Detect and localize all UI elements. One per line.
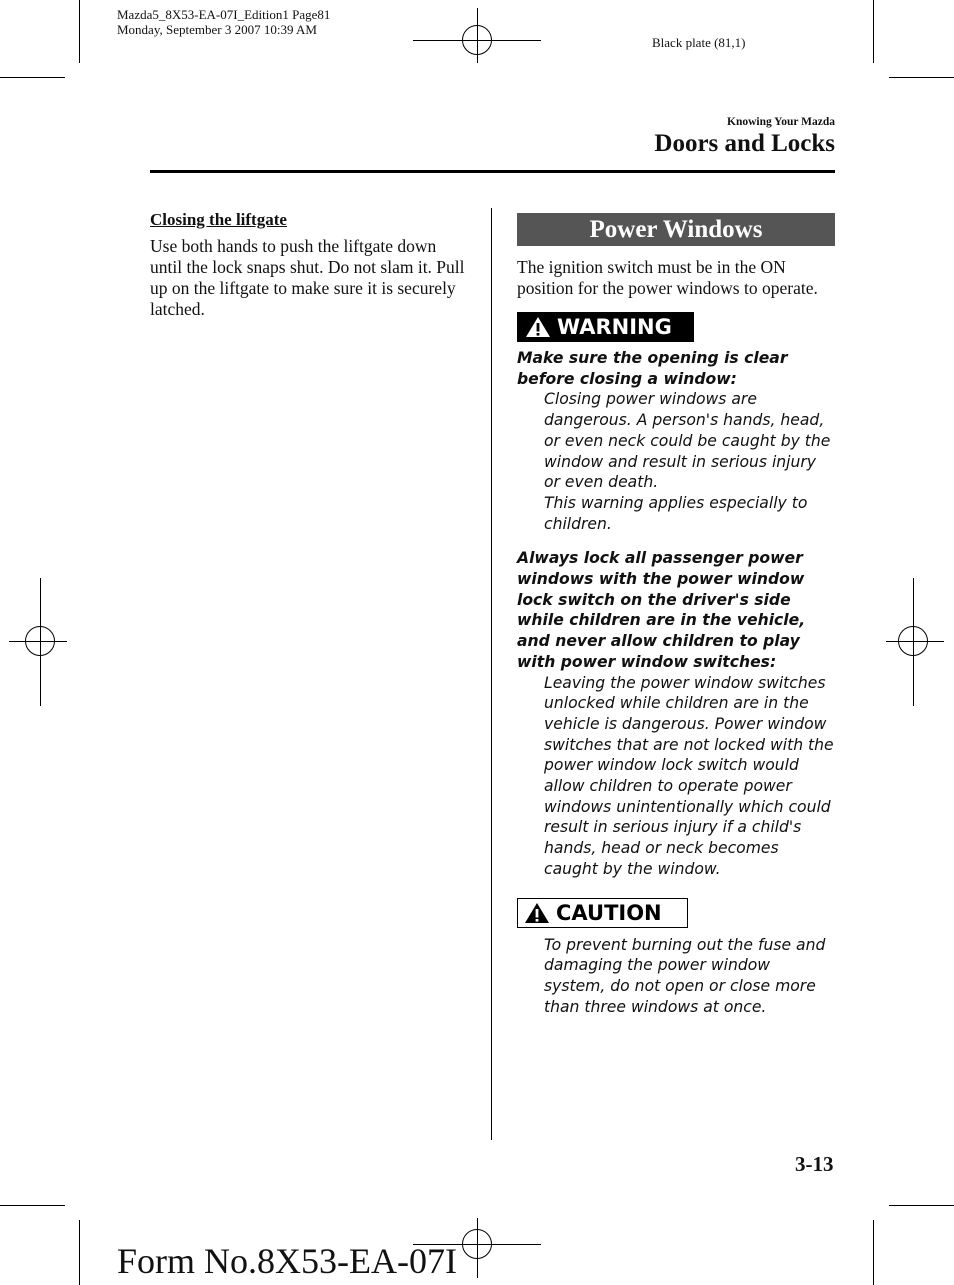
caution-label: CAUTION (556, 900, 662, 925)
caution-body: To prevent burning out the fuse and damaging the power window system, do not open or close more than three windows at once. (544, 935, 826, 1016)
crop-mark (79, 1220, 80, 1285)
crop-mark (0, 1205, 65, 1206)
page-title: Doors and Locks (654, 130, 835, 157)
warning1-body: Closing power windows are dangerous. A person's hands, head, or even neck could be caught by the window and result in serious injury or even death. (544, 390, 831, 492)
left-column (150, 210, 470, 320)
warning1-note: This warning applies especially to children. (544, 493, 808, 533)
registration-mark (462, 1229, 492, 1259)
caution-triangle-icon (524, 902, 550, 924)
warning-text (517, 348, 835, 880)
page-number: 3-13 (795, 1152, 834, 1176)
liftgate-body: Use both hands to push the liftgate down until the lock snaps shut. Do not slam it. Pull up on the liftgate to make sure it is securely latched. (150, 236, 465, 319)
power-windows-banner: Power Windows (517, 213, 835, 246)
form-number: Form No.8X53-EA-07I (117, 1241, 457, 1281)
registration-mark (25, 626, 55, 656)
column-divider (491, 208, 492, 1140)
liftgate-heading: Closing the liftgate (150, 210, 287, 229)
warning-label: WARNING (557, 315, 672, 339)
caution-text (517, 935, 835, 1018)
warning2-heading: Always lock all passenger power windows with the power window lock switch on the driver's side while children are in the vehicle, and never allow children to play with power window switches: (517, 549, 806, 671)
registration-mark (462, 25, 492, 55)
power-windows-intro: The ignition switch must be in the ON position for the power windows to operate. (517, 257, 818, 298)
file-info-line1: Mazda5_8X53-EA-07I_Edition1 Page81 (117, 7, 331, 22)
crop-mark (79, 0, 80, 63)
crop-mark (0, 77, 65, 78)
file-info (117, 7, 330, 37)
crop-mark (873, 0, 874, 63)
header-rule (150, 170, 835, 173)
warning1-heading: Make sure the opening is clear before closing a window: (517, 349, 788, 388)
section-label: Knowing Your Mazda (727, 116, 835, 128)
file-info-line2: Monday, September 3 2007 10:39 AM (117, 22, 317, 37)
crop-mark (889, 77, 954, 78)
warning-badge (517, 312, 694, 342)
caution-badge (517, 898, 688, 928)
plate-label: Black plate (81,1) (652, 35, 746, 50)
right-column (517, 213, 835, 1017)
registration-mark (898, 626, 928, 656)
warning2-body: Leaving the power window switches unlocked while children are in the vehicle is dangerous. Power window switches that are not locked with the power window lock switch would allow children to operate power windows unintentionally which could result in serious injury if a child's hands, head or neck becomes caught by the window. (544, 673, 834, 878)
crop-mark (889, 1205, 954, 1206)
crop-mark (873, 1220, 874, 1285)
warning-triangle-icon (525, 316, 551, 338)
